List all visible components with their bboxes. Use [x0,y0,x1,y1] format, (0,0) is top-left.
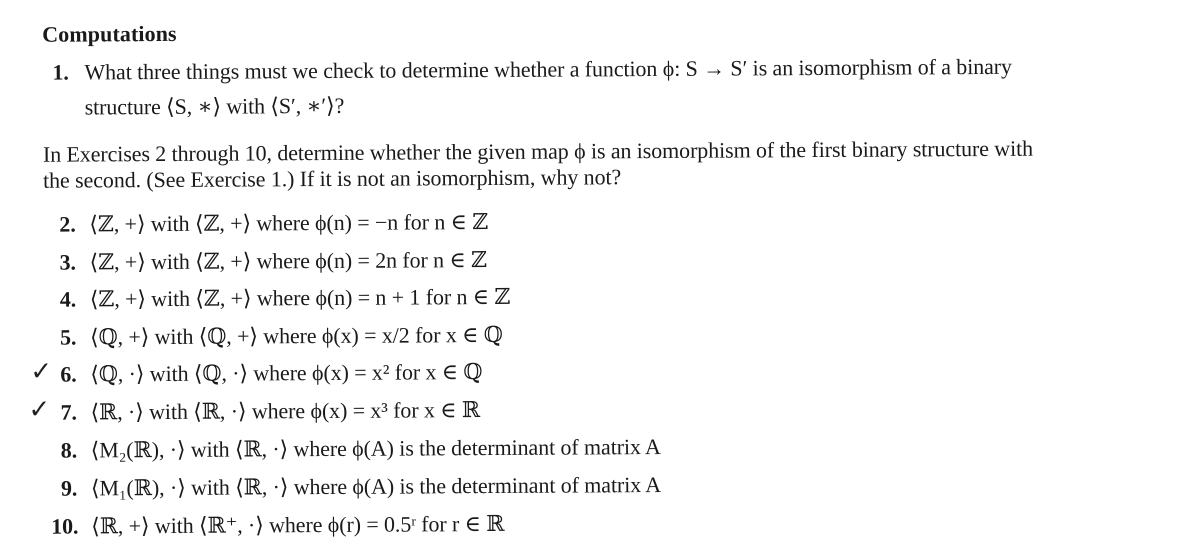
exercise-text: ⟨ℤ, +⟩ with ⟨ℤ, +⟩ where ϕ(n) = 2n for n ∈ ℤ [89,247,488,275]
check-mark-icon: ✓ [28,394,51,425]
exercise-number: 2. [59,211,76,237]
exercise-5 [60,322,503,351]
instructions-line2: the second. (See Exercise 1.) If it is not an isomorphism, why not? [43,164,622,193]
exercise-1 [52,54,1012,86]
exercise-4 [60,284,511,313]
check-mark-icon: ✓ [30,356,53,387]
exercise-10 [51,511,504,540]
exercise-text: ⟨ℤ, +⟩ with ⟨ℤ, +⟩ where ϕ(n) = −n for n ∈ ℤ [89,209,489,237]
exercise-text: ⟨ℝ, +⟩ with ⟨ℝ⁺, ·⟩ where ϕ(r) = 0.5ʳ for r ∈ ℝ [91,510,505,539]
exercise-1-text-line1: What three things must we check to determine whether a function ϕ: S → S′ is an isomorphism of a binary [84,53,1012,85]
exercise-9 [61,472,661,502]
exercise-1-line2: structure ⟨S, ∗⟩ with ⟨S′, ∗′⟩? [84,92,345,120]
exercise-text: ⟨M₂(ℝ), ·⟩ with ⟨ℝ, ·⟩ where ϕ(A) is the determinant of matrix A [90,433,661,463]
exercise-number: 4. [59,286,77,312]
exercise-number: 6. [60,361,77,387]
exercise-3 [60,247,488,276]
exercise-number: 9. [60,475,78,501]
exercise-8 [61,434,661,464]
exercise-text: ⟨ℝ, ·⟩ with ⟨ℝ, ·⟩ where ϕ(x) = x³ for x ∈ ℝ [90,397,481,425]
exercise-number: 8. [60,437,78,463]
exercise-7 [60,397,480,426]
exercise-number: 10. [51,513,79,539]
exercise-6 [60,359,482,388]
exercise-text: ⟨ℤ, +⟩ with ⟨ℤ, +⟩ where ϕ(n) = n + 1 for n ∈ ℤ [89,283,511,312]
instructions-line1: In Exercises 2 through 10, determine whether the given map ϕ is an isomorphism of the first binary structure with [42,135,1034,167]
exercise-number: 5. [59,324,77,350]
exercise-text: ⟨M₁(ℝ), ·⟩ with ⟨ℝ, ·⟩ where ϕ(A) is the determinant of matrix A [90,471,662,501]
exercise-text: ⟨ℚ, +⟩ with ⟨ℚ, +⟩ where ϕ(x) = x/2 for x ∈ ℚ [89,321,503,350]
exercise-number: 1. [52,59,69,85]
exercise-number: 7. [60,399,77,425]
exercise-text: ⟨ℚ, ·⟩ with ⟨ℚ, ·⟩ where ϕ(x) = x² for x ∈ ℚ [90,359,483,387]
exercise-2 [59,209,488,238]
section-heading: Computations [42,20,177,47]
exercise-number: 3. [59,249,76,275]
